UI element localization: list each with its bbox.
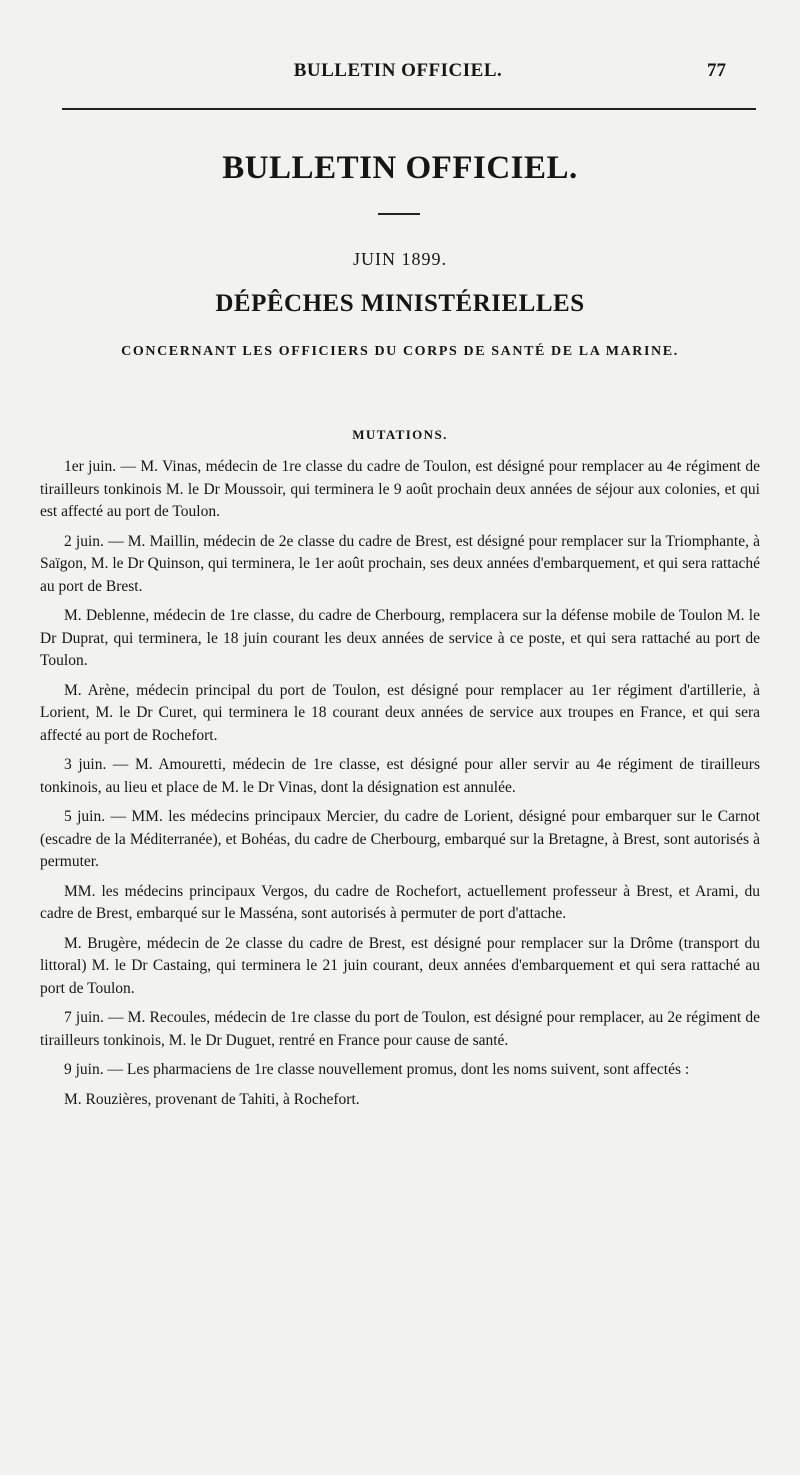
page-number: 77: [707, 60, 726, 81]
running-header: [40, 60, 756, 90]
paragraph: 9 juin. — Les pharmaciens de 1re classe nouvellement promus, dont les noms suivent, sont affectés :: [64, 1061, 690, 1078]
body-text: [40, 456, 760, 1118]
paragraph: 3 juin. — M. Amouretti, médecin de 1re classe, est désigné pour aller servir au 4e régiment de tirailleurs tonkinois, au lieu et place de M. le Dr Vinas, dont la désignation est annulée.: [40, 756, 760, 796]
section-subtitle: CONCERNANT LES OFFICIERS DU CORPS DE SANTÉ DE LA MARINE.: [121, 344, 679, 359]
paragraph: 1er juin. — M. Vinas, médecin de 1re classe du cadre de Toulon, est désigné pour remplacer au 4e régiment de tirailleurs tonkinois M. le Dr Moussoir, qui terminera le 9 août prochain deux années de séjour aux colonies, et qui est affecté au port de Toulon.: [40, 458, 760, 520]
paragraph: 7 juin. — M. Recoules, médecin de 1re classe du port de Toulon, est désigné pour remplacer, au 2e régiment de tirailleurs tonkinois, M. le Dr Duguet, rentré en France pour cause de santé.: [40, 1009, 760, 1049]
paragraph: MM. les médecins principaux Vergos, du cadre de Rochefort, actuellement professeur à Brest, et Arami, du cadre de Brest, embarqué sur le Masséna, sont autorisés à permuter de port d'attache.: [40, 882, 760, 922]
paragraph: 5 juin. — MM. les médecins principaux Mercier, du cadre de Lorient, désigné pour embarquer sur le Carnot (escadre de la Méditerranée), et Bohéas, du cadre de Cherbourg, embarqué sur la Bretagne, à Brest, sont autorisés à permuter.: [40, 808, 760, 870]
paragraph: M. Deblenne, médecin de 1re classe, du cadre de Cherbourg, remplacera sur la défense mobile de Toulon M. le Dr Duprat, qui terminera, le 18 juin courant les deux années de service à ce poste, et qui sera rattaché au port de Toulon.: [40, 607, 760, 669]
paragraph: M. Brugère, médecin de 2e classe du cadre de Brest, est désigné pour remplacer sur la Drôme (transport du littoral) M. le Dr Castaing, qui terminera le 21 juin courant, deux années d'embarquement et qui sera rattaché au port de Toulon.: [40, 934, 760, 997]
paragraph: M. Arène, médecin principal du port de Toulon, est désigné pour remplacer au 1er régiment d'artillerie, à Lorient, M. le Dr Curet, qui terminera le 18 courant deux années de service aux troupes en France, et qui sera affecté au port de Rochefort.: [40, 681, 760, 744]
issue-date: JUIN 1899.: [353, 249, 447, 269]
mutations-heading: MUTATIONS.: [352, 427, 448, 442]
running-title: BULLETIN OFFICIEL.: [293, 60, 503, 81]
paragraph: 2 juin. — M. Maillin, médecin de 2e classe du cadre de Brest, est désigné pour remplacer sur la Triomphante, à Saïgon, M. le Dr Quinson, qui terminera, le 1er août prochain, ses deux années d'embarquement, et qui sera rattaché au port de Brest.: [40, 532, 760, 595]
page-title: BULLETIN OFFICIEL.: [222, 150, 578, 186]
paragraph: M. Rouzières, provenant de Tahiti, à Rochefort.: [64, 1090, 360, 1108]
title-divider: [378, 213, 420, 215]
header-rule: [62, 108, 756, 110]
section-title: DÉPÊCHES MINISTÉRIELLES: [215, 290, 585, 317]
